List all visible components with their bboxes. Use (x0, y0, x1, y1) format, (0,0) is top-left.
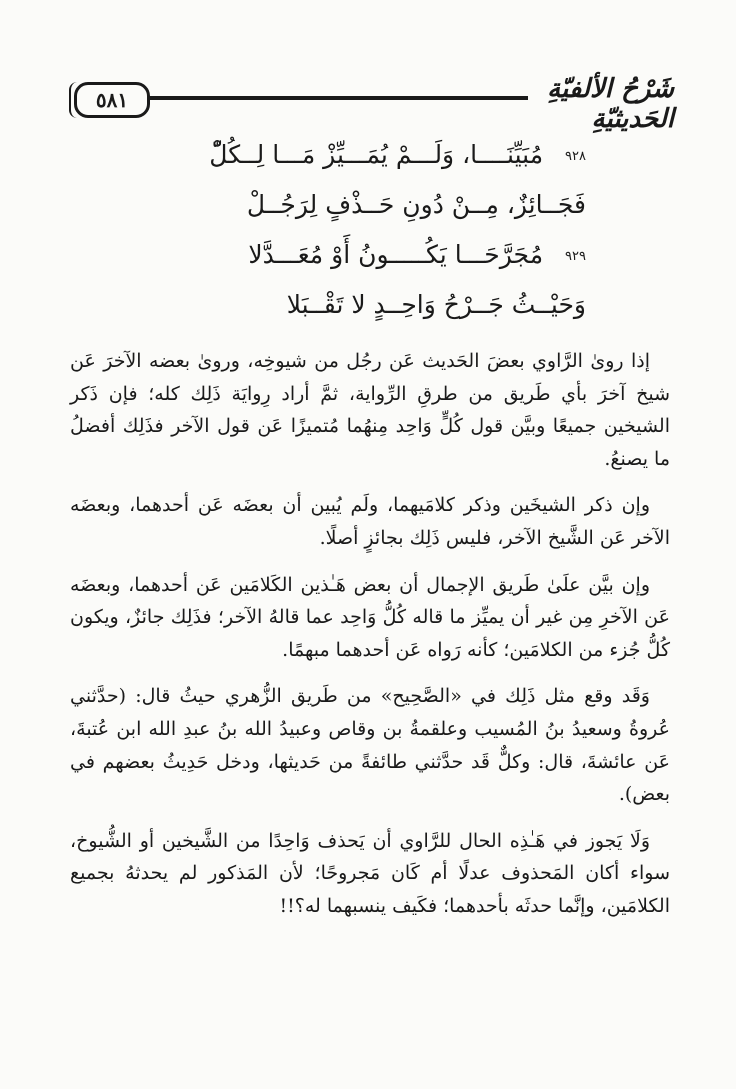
verse-line (287, 290, 586, 319)
verse-block (0, 140, 736, 330)
paragraph: إذا روىٰ الرَّاوي بعضَ الحَديث عَن رجُل من شيوخِه، وروىٰ بعضه الآخرَ عَن شيخ آخرَ بأي طَريق من طرقِ الرِّواية، ثمَّ أراد رِوايَة ذَلِك كله؛ فإن ذَكر الشيخين جميعًا وبيَّن قول كُلٍّ وَاحِد مِنهُما مُتميزًا عَن قول الآخر فذَلِك أفضلُ ما يصنعُ. (70, 350, 670, 470)
verse-number: ٩٢٨ (565, 149, 586, 164)
verse-line (248, 240, 586, 269)
verse-text: مُبَيِّنَــــا، وَلَـــمْ يُمَـــيِّزْ مَـــا لِــكُلّْ (209, 140, 544, 169)
paragraph: وإن بيَّن علَىٰ طَريق الإجمال أن بعض هَـٰذين الكَلامَين عَن أحدهما، وبعضَه عَن الآخرِ مِن غير أن يميِّز ما قاله كُلُّ وَاحِد عما قالهُ الآخر؛ فذَلِك جائزٌ، ويكون كُلُّ جُزء من الكلامَين؛ كأنه رَواه عَن أحدهما مبهمًا. (70, 573, 670, 661)
page-number: ٥٨١ (74, 82, 150, 118)
running-title: شَرْحُ الألفيّةِ الحَديثيّةِ (547, 74, 674, 134)
header-rule (148, 96, 528, 100)
verse-line (209, 140, 586, 169)
verse-number: ٩٢٩ (565, 249, 586, 264)
verse-line (247, 190, 586, 219)
verse-text: مُجَرَّحَـــا يَكُـــــونُ أَوْ مُعَـــدَّلا (248, 240, 544, 269)
paragraph: وَلَا يَجوز في هَـٰذِه الحال للرَّاوي أن يَحذف وَاحِدًا من الشَّيخين أو الشُّيوخ، سواء أكان المَحذوف عدلًا أم كَان مَجروحًا؛ لأن المَذكور لم يحدثهُ بجميع الكلامَين، وإنَّما حدثَه بأحدهما؛ فكَيف ينسبهما له؟!! (70, 829, 670, 917)
verse-text: وَحَيْــثُ جَــرْحُ وَاحِــدٍ لا تَقْــبَلا (286, 290, 586, 319)
paragraph: وإن ذكر الشيخَين وذكر كلامَيهما، ولَم يُبين أن بعضَه عَن أحدهما، وبعضَه الآخر عَن الشَّيخ الآخر، فليس ذَلِك بجائزٍ أصلًا. (70, 494, 670, 549)
commentary-text (70, 345, 670, 937)
paragraph: وَقَد وقع مثل ذَلِك في «الصَّحِيح» من طَريق الزُّهري حيثُ قال: (حدَّثني عُروةُ وسعيدُ بنُ المُسيب وعلقمةُ بن وقاص وعبيدُ الله بنُ عبدِ الله ابن عُتبةَ، عَن عائشةَ، قال: وكلٌّ قَد حدَّثني طائفةً من حَديثها، ودخل حَدِيثُ بعضهم في بعض). (70, 685, 670, 806)
verse-text: فَجَــائِزٌ، مِــنْ دُونِ حَــذْفٍ لِرَجُــلْ (246, 190, 586, 219)
page-header (74, 74, 674, 134)
